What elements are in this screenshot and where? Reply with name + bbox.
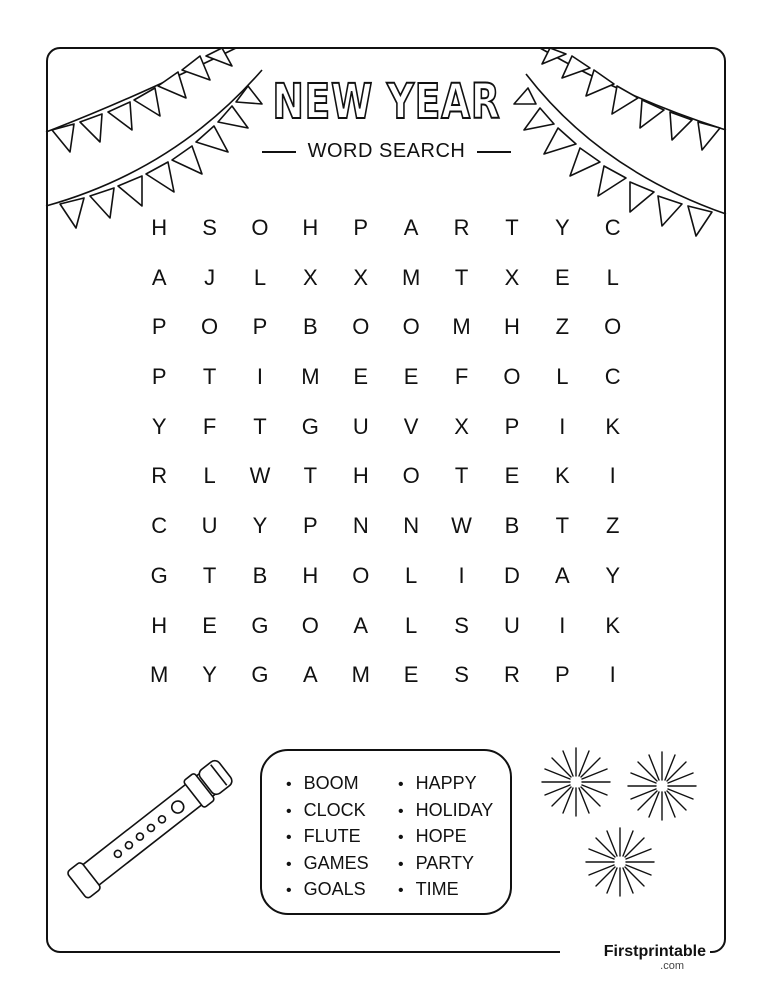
grid-letter: S bbox=[202, 215, 217, 240]
grid-letter: G bbox=[251, 662, 269, 688]
grid-letter: A bbox=[554, 562, 570, 588]
grid-row bbox=[134, 451, 638, 501]
word-item: • HOPE bbox=[398, 824, 493, 851]
grid-letter: H bbox=[352, 463, 369, 489]
word-item: • CLOCK bbox=[286, 798, 369, 825]
grid-row bbox=[134, 650, 638, 700]
grid-letter: Y bbox=[554, 215, 570, 240]
grid-letter: E bbox=[403, 662, 419, 688]
brand-domain: .com bbox=[660, 960, 684, 972]
grid-letter: H bbox=[151, 612, 168, 638]
grid-row bbox=[134, 501, 638, 551]
letter-grid bbox=[134, 203, 638, 700]
grid-letter: L bbox=[556, 364, 569, 390]
word-item: • GAMES bbox=[286, 851, 369, 878]
subtitle bbox=[0, 140, 773, 163]
grid-letter: Z bbox=[605, 513, 620, 539]
grid-letter: M bbox=[351, 662, 370, 688]
grid-letter: A bbox=[403, 215, 419, 240]
grid-letter: P bbox=[252, 314, 268, 340]
grid-letter: V bbox=[403, 413, 419, 439]
grid-letter: O bbox=[352, 562, 370, 588]
grid-letter: F bbox=[202, 413, 217, 439]
grid-letter: P bbox=[303, 513, 318, 539]
word-list-box bbox=[260, 749, 512, 915]
grid-letter: O bbox=[402, 463, 420, 489]
grid-letter: T bbox=[202, 364, 217, 390]
grid-letter: O bbox=[251, 215, 269, 240]
grid-letter: K bbox=[605, 413, 621, 439]
grid-letter: O bbox=[301, 612, 319, 638]
grid-letter: Y bbox=[151, 413, 167, 439]
subtitle-text: WORD SEARCH bbox=[307, 140, 466, 162]
grid-letter: R bbox=[151, 463, 168, 489]
grid-letter: G bbox=[150, 562, 168, 588]
grid-letter: E bbox=[403, 364, 419, 390]
grid-letter: H bbox=[302, 215, 319, 240]
grid-letter: N bbox=[352, 513, 369, 539]
grid-letter: X bbox=[303, 264, 318, 290]
grid-letter: G bbox=[301, 413, 319, 439]
brand-logo bbox=[560, 943, 710, 977]
word-item: • TIME bbox=[398, 877, 493, 904]
word-item: • GOALS bbox=[286, 877, 369, 904]
grid-letter: D bbox=[503, 562, 520, 588]
grid-letter: T bbox=[505, 215, 519, 240]
grid-letter: F bbox=[454, 364, 469, 390]
grid-letter: Z bbox=[555, 314, 570, 340]
grid-letter: E bbox=[202, 612, 217, 638]
firework-icon bbox=[542, 748, 696, 896]
grid-letter: M bbox=[150, 662, 169, 688]
grid-letter: N bbox=[403, 513, 420, 539]
grid-letter: M bbox=[452, 314, 471, 340]
grid-letter: O bbox=[503, 364, 521, 390]
grid-row bbox=[134, 302, 638, 352]
grid-row bbox=[134, 203, 638, 253]
grid-letter: B bbox=[303, 314, 318, 340]
grid-letter: P bbox=[151, 364, 167, 390]
grid-letter: B bbox=[252, 562, 268, 588]
grid-letter: I bbox=[609, 463, 616, 489]
grid-letter: C bbox=[151, 513, 168, 539]
grid-letter: K bbox=[605, 612, 621, 638]
grid-letter: R bbox=[453, 215, 470, 240]
grid-letter: M bbox=[401, 264, 421, 290]
grid-letter: R bbox=[503, 662, 520, 688]
grid-letter: L bbox=[606, 264, 619, 290]
grid-letter: P bbox=[504, 413, 520, 439]
grid-letter: W bbox=[451, 513, 472, 539]
grid-letter: B bbox=[504, 513, 520, 539]
grid-letter: E bbox=[353, 364, 369, 390]
flute-icon bbox=[66, 757, 235, 900]
grid-letter: W bbox=[249, 463, 271, 489]
grid-letter: K bbox=[554, 463, 570, 489]
grid-letter: T bbox=[303, 463, 318, 489]
grid-row bbox=[134, 601, 638, 651]
grid-letter: H bbox=[503, 314, 520, 340]
word-list-right bbox=[398, 771, 493, 904]
grid-letter: Y bbox=[605, 562, 621, 588]
grid-letter: H bbox=[302, 562, 319, 588]
grid-letter: I bbox=[609, 662, 616, 688]
grid-letter: O bbox=[201, 314, 219, 340]
grid-letter: T bbox=[253, 413, 267, 439]
grid-letter: A bbox=[303, 662, 318, 688]
grid-letter: O bbox=[402, 314, 420, 340]
grid-letter: X bbox=[454, 413, 469, 439]
grid-letter: G bbox=[251, 612, 269, 638]
grid-letter: P bbox=[353, 215, 369, 240]
grid-row bbox=[134, 352, 638, 402]
grid-letter: L bbox=[253, 264, 267, 290]
dash-left bbox=[262, 151, 296, 153]
grid-letter: L bbox=[405, 562, 418, 588]
grid-letter: J bbox=[204, 264, 216, 290]
grid-row bbox=[134, 402, 638, 452]
word-item: • PARTY bbox=[398, 851, 493, 878]
grid-letter: S bbox=[454, 662, 469, 688]
word-item: • HOLIDAY bbox=[398, 798, 493, 825]
grid-letter: A bbox=[151, 264, 167, 290]
grid-letter: L bbox=[405, 612, 418, 638]
grid-letter: U bbox=[352, 413, 369, 439]
grid-letter: I bbox=[559, 612, 566, 638]
dash-right bbox=[477, 151, 511, 153]
grid-letter: C bbox=[604, 215, 621, 240]
grid-letter: P bbox=[554, 662, 570, 688]
grid-letter: Y bbox=[202, 662, 217, 688]
grid-letter: T bbox=[454, 264, 469, 290]
grid-letter: T bbox=[555, 513, 570, 539]
word-item: • HAPPY bbox=[398, 771, 493, 798]
grid-letter: Y bbox=[252, 513, 268, 539]
word-list-left bbox=[286, 771, 369, 904]
grid-letter: P bbox=[151, 314, 167, 340]
grid-letter: E bbox=[504, 463, 520, 489]
grid-letter: X bbox=[353, 264, 369, 290]
grid-letter: U bbox=[503, 612, 520, 638]
grid-letter: H bbox=[151, 215, 168, 240]
grid-row bbox=[134, 551, 638, 601]
grid-letter: I bbox=[256, 364, 264, 390]
grid-letter: M bbox=[301, 364, 320, 390]
grid-letter: O bbox=[604, 314, 622, 340]
grid-letter: S bbox=[454, 612, 469, 638]
grid-letter: C bbox=[604, 364, 621, 390]
grid-letter: I bbox=[458, 562, 465, 588]
grid-letter: E bbox=[554, 264, 570, 290]
grid-row bbox=[134, 253, 638, 303]
word-item: • FLUTE bbox=[286, 824, 369, 851]
brand-name: Firstprintable bbox=[603, 943, 706, 960]
grid-letter: T bbox=[454, 463, 469, 489]
grid-letter: O bbox=[352, 314, 370, 340]
grid-letter: U bbox=[201, 513, 218, 539]
grid-letter: L bbox=[203, 463, 216, 489]
grid-letter: X bbox=[504, 264, 520, 290]
word-item: • BOOM bbox=[286, 771, 369, 798]
grid-letter: T bbox=[202, 562, 217, 588]
page-title: NEW YEAR bbox=[272, 74, 501, 130]
grid-letter: A bbox=[353, 612, 369, 638]
grid-letter: I bbox=[559, 413, 566, 439]
